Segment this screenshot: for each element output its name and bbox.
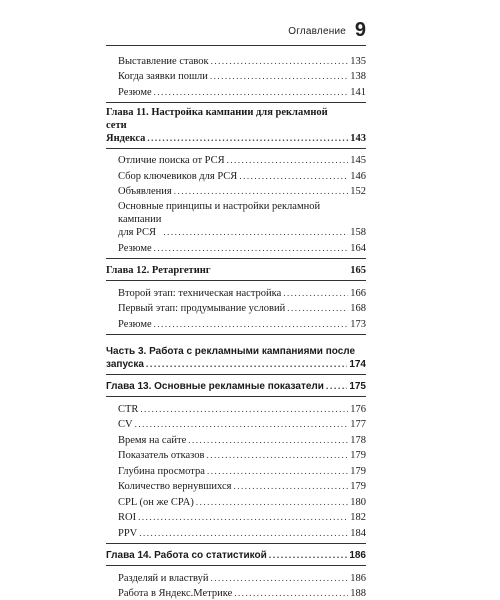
toc-entry-label: Резюме [106, 318, 152, 331]
toc-entry-page: 179 [350, 465, 366, 478]
running-header [106, 20, 366, 46]
toc-entry-page: 141 [350, 86, 366, 99]
dot-leader [206, 449, 348, 462]
toc-entry-label: Объявления [106, 185, 172, 198]
toc-entry-label: Глубина просмотра [106, 465, 205, 478]
section-rule [106, 148, 366, 149]
toc-entry-label: Сбор ключевиков для РСЯ [106, 170, 237, 183]
dot-leader [154, 318, 349, 331]
dot-leader [188, 434, 348, 447]
toc-entry-page: 179 [350, 480, 366, 493]
dot-leader [287, 302, 348, 315]
toc-entry-page: 188 [350, 587, 366, 600]
toc-entry-page: 182 [350, 511, 366, 524]
toc-entry-label: Количество вернувшихся [106, 480, 231, 493]
toc-chapter-title: Глава 12. Ретаргетинг [106, 264, 211, 277]
toc-entry[interactable] [106, 315, 366, 331]
toc-entry-page: 135 [350, 55, 366, 68]
toc-entry-page: 164 [350, 242, 366, 255]
section-rule [106, 334, 366, 335]
toc-entry[interactable] [106, 152, 366, 168]
table-of-contents [106, 52, 366, 600]
toc-entry[interactable] [106, 183, 366, 199]
dot-leader [138, 511, 348, 524]
toc-entry-label: Отличие поиска от РСЯ [106, 154, 225, 167]
toc-entry-page: 186 [350, 572, 366, 585]
running-title: Оглавление [288, 26, 346, 37]
dot-leader [140, 403, 348, 416]
toc-entry-page: 180 [350, 496, 366, 509]
toc-entry[interactable] [106, 300, 366, 316]
toc-entry-page: 138 [350, 70, 366, 83]
toc-entry-page: 175 [349, 380, 366, 393]
toc-part-title-line: Часть 3. Работа с рекламными кампаниями после [106, 345, 366, 358]
toc-entry[interactable] [106, 431, 366, 447]
toc-entry-label: Показатель отказов [106, 449, 204, 462]
section-rule [106, 543, 366, 544]
toc-entry[interactable] [106, 52, 366, 68]
toc-entry-label: Разделяй и властвуй [106, 572, 208, 585]
dot-leader [210, 70, 348, 83]
toc-entry[interactable] [106, 198, 366, 239]
toc-entry-page: 173 [350, 318, 366, 331]
dot-leader [207, 465, 348, 478]
toc-entry-page: 145 [350, 154, 366, 167]
dot-leader [163, 226, 348, 239]
toc-entry[interactable] [106, 400, 366, 416]
toc-entry-page: 184 [350, 527, 366, 540]
toc-chapter-title-line: сети Яндекса [106, 119, 145, 145]
toc-entry-page: 186 [349, 549, 366, 562]
toc-chapter-11[interactable] [106, 106, 366, 145]
dot-leader [147, 132, 348, 145]
toc-entry[interactable] [106, 493, 366, 509]
dot-leader [135, 418, 349, 431]
toc-entry-page: 152 [350, 185, 366, 198]
toc-chapter-14[interactable] [106, 547, 366, 563]
toc-entry-page: 178 [350, 434, 366, 447]
dot-leader [211, 55, 349, 68]
toc-entry-label: CV [106, 418, 133, 431]
toc-entry-page: 179 [350, 449, 366, 462]
dot-leader [154, 242, 349, 255]
toc-entry-page: 146 [350, 170, 366, 183]
toc-entry[interactable] [106, 462, 366, 478]
toc-entry[interactable] [106, 524, 366, 540]
dot-leader [146, 358, 347, 371]
dot-leader [196, 496, 348, 509]
toc-chapter-title: Глава 13. Основные рекламные показатели [106, 380, 324, 393]
dot-leader [269, 549, 348, 562]
toc-entry-label: Время на сайте [106, 434, 186, 447]
section-rule [106, 258, 366, 259]
toc-entry[interactable] [106, 585, 366, 600]
toc-entry-page: 174 [349, 358, 366, 371]
page-number: 9 [355, 19, 366, 42]
toc-entry-label: CTR [106, 403, 138, 416]
section-rule [106, 102, 366, 103]
toc-entry-label: Когда заявки пошли [106, 70, 208, 83]
dot-leader [283, 287, 348, 300]
toc-entry-label: Резюме [106, 86, 152, 99]
toc-entry-page: 177 [350, 418, 366, 431]
toc-entry[interactable] [106, 447, 366, 463]
toc-entry-label-line: кампании для РСЯ [106, 213, 161, 239]
section-rule [106, 565, 366, 566]
dot-leader [233, 480, 348, 493]
toc-entry-label: CPL (он же CPA) [106, 496, 194, 509]
dot-leader [174, 185, 349, 198]
toc-entry-label: Второй этап: техническая настройка [106, 287, 281, 300]
toc-entry[interactable] [106, 83, 366, 99]
toc-part-title-line: запуска [106, 358, 144, 371]
toc-entry[interactable] [106, 284, 366, 300]
dot-leader [234, 587, 348, 600]
toc-chapter-12[interactable] [106, 262, 366, 278]
toc-chapter-13[interactable] [106, 378, 366, 394]
toc-entry[interactable] [106, 569, 366, 585]
dot-leader [227, 154, 349, 167]
dot-leader [326, 380, 347, 393]
toc-entry-label: Первый этап: продумывание условий [106, 302, 285, 315]
header-rule [106, 45, 366, 46]
toc-entry-page: 158 [350, 226, 366, 239]
toc-entry-label-line: Основные принципы и настройки рекламной [106, 200, 366, 213]
section-rule [106, 396, 366, 397]
dot-leader [154, 86, 349, 99]
toc-entry[interactable] [106, 239, 366, 255]
toc-entry-page: 143 [350, 132, 366, 145]
toc-part-3[interactable] [106, 345, 366, 371]
toc-entry-page: 176 [350, 403, 366, 416]
section-rule [106, 280, 366, 281]
toc-entry-page: 166 [350, 287, 366, 300]
toc-chapter-title-line: Глава 11. Настройка кампании для рекламной [106, 106, 366, 119]
toc-entry[interactable] [106, 478, 366, 494]
section-rule [106, 374, 366, 375]
toc-entry-label: PPV [106, 527, 137, 540]
toc-entry-label: Работа в Яндекс.Метрике [106, 587, 232, 600]
dot-leader [210, 572, 348, 585]
toc-entry-label: Выставление ставок [106, 55, 209, 68]
toc-entry-label: ROI [106, 511, 136, 524]
dot-leader [239, 170, 348, 183]
toc-entry-page: 168 [350, 302, 366, 315]
toc-chapter-title: Глава 14. Работа со статистикой [106, 549, 267, 562]
toc-entry[interactable] [106, 68, 366, 84]
toc-entry[interactable] [106, 167, 366, 183]
toc-entry[interactable] [106, 416, 366, 432]
toc-entry-label: Резюме [106, 242, 152, 255]
toc-entry-page: 165 [350, 264, 366, 277]
toc-entry[interactable] [106, 509, 366, 525]
dot-leader [139, 527, 348, 540]
